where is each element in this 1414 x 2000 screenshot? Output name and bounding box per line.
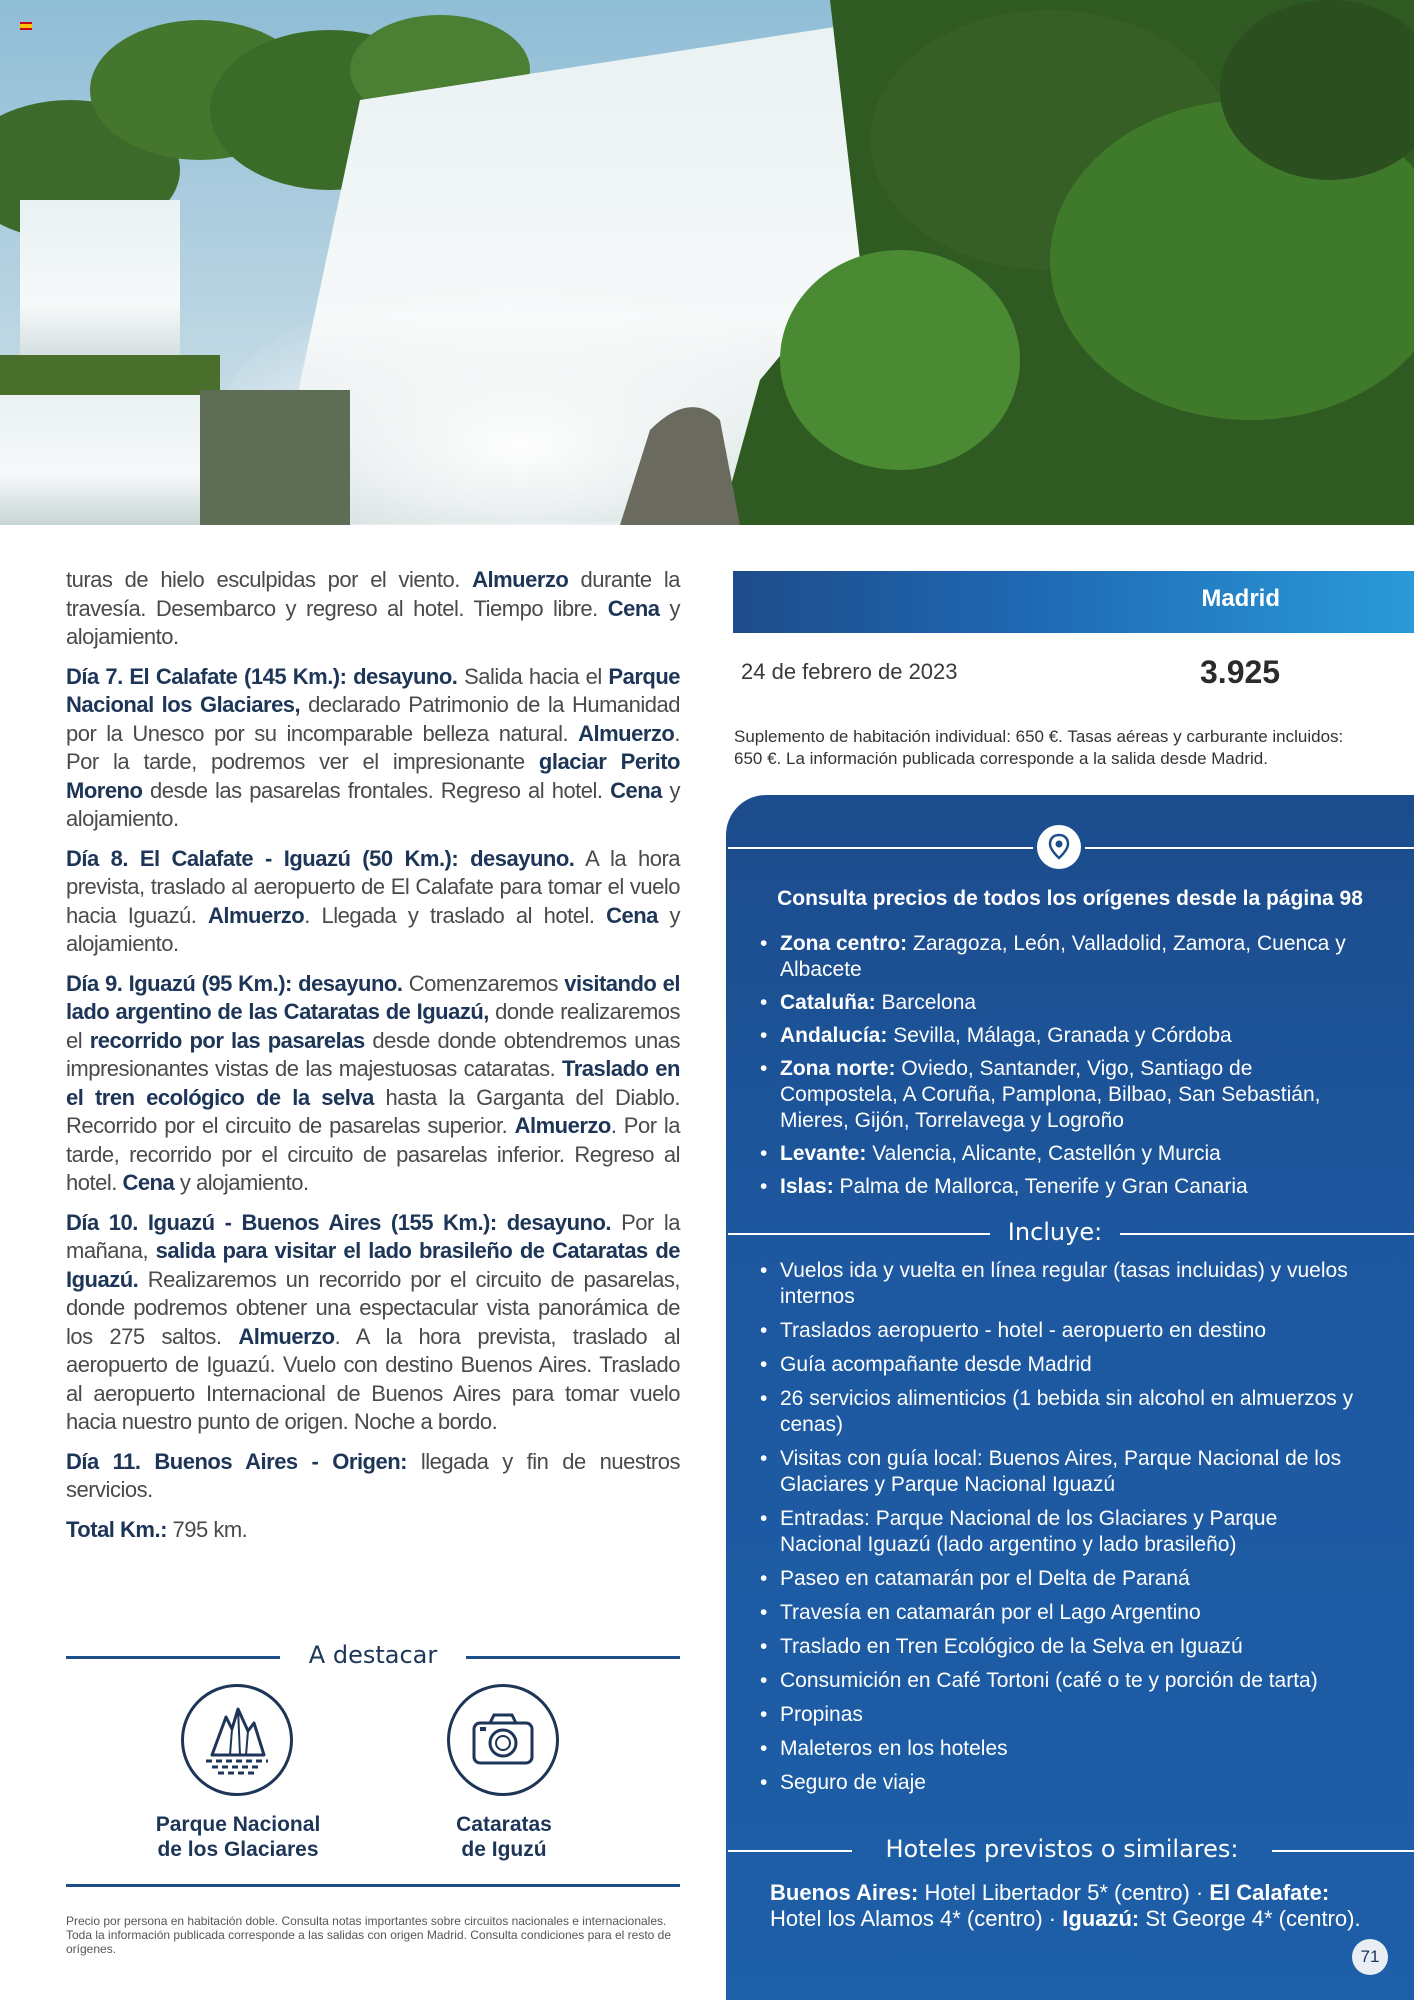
itinerary-day-11: Día 11. Buenos Aires - Origen: llegada y fin de nuestros servicios.	[66, 1448, 680, 1502]
origin-item: • Islas: Palma de Mallorca, Tenerife y Gran Canaria	[758, 1174, 1358, 1200]
include-item: • 26 servicios alimenticios (1 bebida sin alcohol en almuerzos y cenas)	[758, 1386, 1358, 1438]
destacar-divider-right	[466, 1656, 680, 1659]
highlight-glaciares-line2: de los Glaciares	[157, 1838, 319, 1861]
destacar-divider-left	[66, 1656, 280, 1659]
itinerary-day-7: Día 7. El Calafate (145 Km.): desayuno. Salida hacia el Parque Nacional los Glaciares, declarado Patrimonio de la Humanidad por la Unesco por su incomparable belleza natural. Almuerzo. Por la tarde, podremos ver el impresionante glaciar Perito Moreno desde las pasarelas frontales. Regreso al hotel. Cena y alojamiento.	[66, 663, 680, 831]
spain-flag-icon	[20, 22, 32, 30]
waterfall-illustration	[0, 0, 1414, 525]
highlight-glaciares	[118, 1812, 358, 1862]
origin-item: • Zona norte: Oviedo, Santander, Vigo, Santiago de Compostela, A Coruña, Pamplona, Bilbao, San Sebastián, Mieres, Gijón, Torrelavega y Logroño	[758, 1056, 1358, 1134]
itinerary-total-km: Total Km.: 795 km.	[66, 1516, 248, 1542]
includes-title: Incluye:	[1007, 1218, 1103, 1246]
itinerary-day-9: Día 9. Iguazú (95 Km.): desayuno. Comenzaremos visitando el lado argentino de las Cataratas de Iguazú, donde realizaremos el recorrido por las pasarelas desde donde obtendremos unas impresionantes vistas de las majestuosas cataratas. Traslado en el tren ecológico de la selva hasta la Garganta del Diablo. Recorrido por el circuito de pasarelas superior. Almuerzo. Por la tarde, recorrido por el circuito de pasarelas inferior. Regreso al hotel. Cena y alojamiento.	[66, 970, 680, 1195]
pin-divider-left	[728, 847, 1033, 849]
hotels-text: Buenos Aires: Hotel Libertador 5* (centro) · El Calafate: Hotel los Alamos 4* (centro) · Iguazú: St George 4* (centro).	[770, 1880, 1361, 1931]
price-value: 3.925	[1200, 654, 1281, 690]
origin-item: • Levante: Valencia, Alicante, Castellón y Murcia	[758, 1141, 1358, 1167]
hotels-divider-left	[728, 1850, 852, 1852]
origin-item: • Zona centro: Zaragoza, León, Valladolid, Zamora, Cuenca y Albacete	[758, 931, 1358, 983]
highlight-cataratas	[384, 1812, 624, 1862]
include-item: • Visitas con guía local: Buenos Aires, Parque Nacional de los Glaciares y Parque Nacional Iguazú	[758, 1446, 1358, 1498]
itinerary-day-8: Día 8. El Calafate - Iguazú (50 Km.): desayuno. A la hora prevista, traslado al aeropuerto de El Calafate para tomar el vuelo hacia Iguazú. Almuerzo. Llegada y traslado al hotel. Cena y alojamiento.	[66, 845, 680, 956]
price-table-header	[733, 571, 1414, 633]
hotels-divider-right	[1272, 1850, 1414, 1852]
footer-divider	[66, 1884, 680, 1887]
departure-origin: Madrid	[1201, 585, 1280, 612]
hotels-title: Hoteles previstos o similares:	[885, 1835, 1239, 1863]
page-number: 71	[1352, 1939, 1388, 1975]
include-item: • Guía acompañante desde Madrid	[758, 1352, 1358, 1378]
origins-title: Consulta precios de todos los orígenes desde la página 98	[777, 887, 1363, 910]
highlight-glaciares-line1: Parque Nacional	[155, 1813, 321, 1836]
destacar-title: A destacar	[308, 1641, 438, 1669]
include-item: • Propinas	[758, 1702, 1358, 1728]
includes-divider-left	[728, 1233, 990, 1235]
include-item: • Paseo en catamarán por el Delta de Paraná	[758, 1566, 1358, 1592]
include-item: • Seguro de viaje	[758, 1770, 1358, 1796]
include-item: • Vuelos ida y vuelta en línea regular (tasas incluidas) y vuelos internos	[758, 1258, 1358, 1310]
hero-photo-iguazu-falls	[0, 0, 1414, 525]
pin-divider-right	[1085, 847, 1414, 849]
itinerary-paragraph-intro: turas de hielo esculpidas por el viento. Almuerzo durante la travesía. Desembarco y regreso al hotel. Tiempo libre. Cena y alojamiento.	[66, 567, 680, 649]
highlight-cataratas-line1: Cataratas	[456, 1813, 552, 1836]
include-item: • Traslados aeropuerto - hotel - aeropuerto en destino	[758, 1318, 1358, 1344]
itinerary-text	[66, 566, 680, 1555]
include-item: • Maleteros en los hoteles	[758, 1736, 1358, 1762]
camera-icon	[447, 1684, 559, 1796]
departure-date: 24 de febrero de 2023	[741, 659, 958, 684]
highlight-cataratas-line2: de Iguzú	[461, 1838, 547, 1861]
glacier-mountain-icon	[181, 1684, 293, 1796]
include-item: • Traslado en Tren Ecológico de la Selva en Iguazú	[758, 1634, 1358, 1660]
itinerary-day-10: Día 10. Iguazú - Buenos Aires (155 Km.): desayuno. Por la mañana, salida para visitar el lado brasileño de Cataratas de Iguazú. Realizaremos un recorrido por el circuito de pasarelas, donde podremos obtener una espectacular vista panorámica de los 275 saltos. Almuerzo. A la hora prevista, traslado al aeropuerto de Iguazú. Vuelo con destino Buenos Aires. Traslado al aeropuerto Internacional de Buenos Aires para tomar vuelo hacia nuestro punto de origen. Noche a bordo.	[66, 1209, 680, 1434]
price-disclaimer: Precio por persona en habitación doble. Consulta notas importantes sobre circuitos nacionales e internacionales. Toda la información publicada corresponde a las salidas con origen Madrid. Consulta condiciones para el resto de orígenes.	[66, 1914, 672, 1956]
origins-list	[758, 931, 1358, 1207]
includes-list	[758, 1258, 1358, 1804]
include-item: • Consumición en Café Tortoni (café o te y porción de tarta)	[758, 1668, 1358, 1694]
price-supplement-note: Suplemento de habitación individual: 650 €. Tasas aéreas y carburante incluidos: 650 €. La información publicada corresponde a la salida desde Madrid.	[734, 727, 1344, 768]
include-item: • Entradas: Parque Nacional de los Glaciares y Parque Nacional Iguazú (lado argentino y lado brasileño)	[758, 1506, 1358, 1558]
origin-item: • Cataluña: Barcelona	[758, 990, 1358, 1016]
location-pin-icon	[1037, 825, 1081, 869]
includes-divider-right	[1120, 1233, 1414, 1235]
include-item: • Travesía en catamarán por el Lago Argentino	[758, 1600, 1358, 1626]
origin-item: • Andalucía: Sevilla, Málaga, Granada y Córdoba	[758, 1023, 1358, 1049]
